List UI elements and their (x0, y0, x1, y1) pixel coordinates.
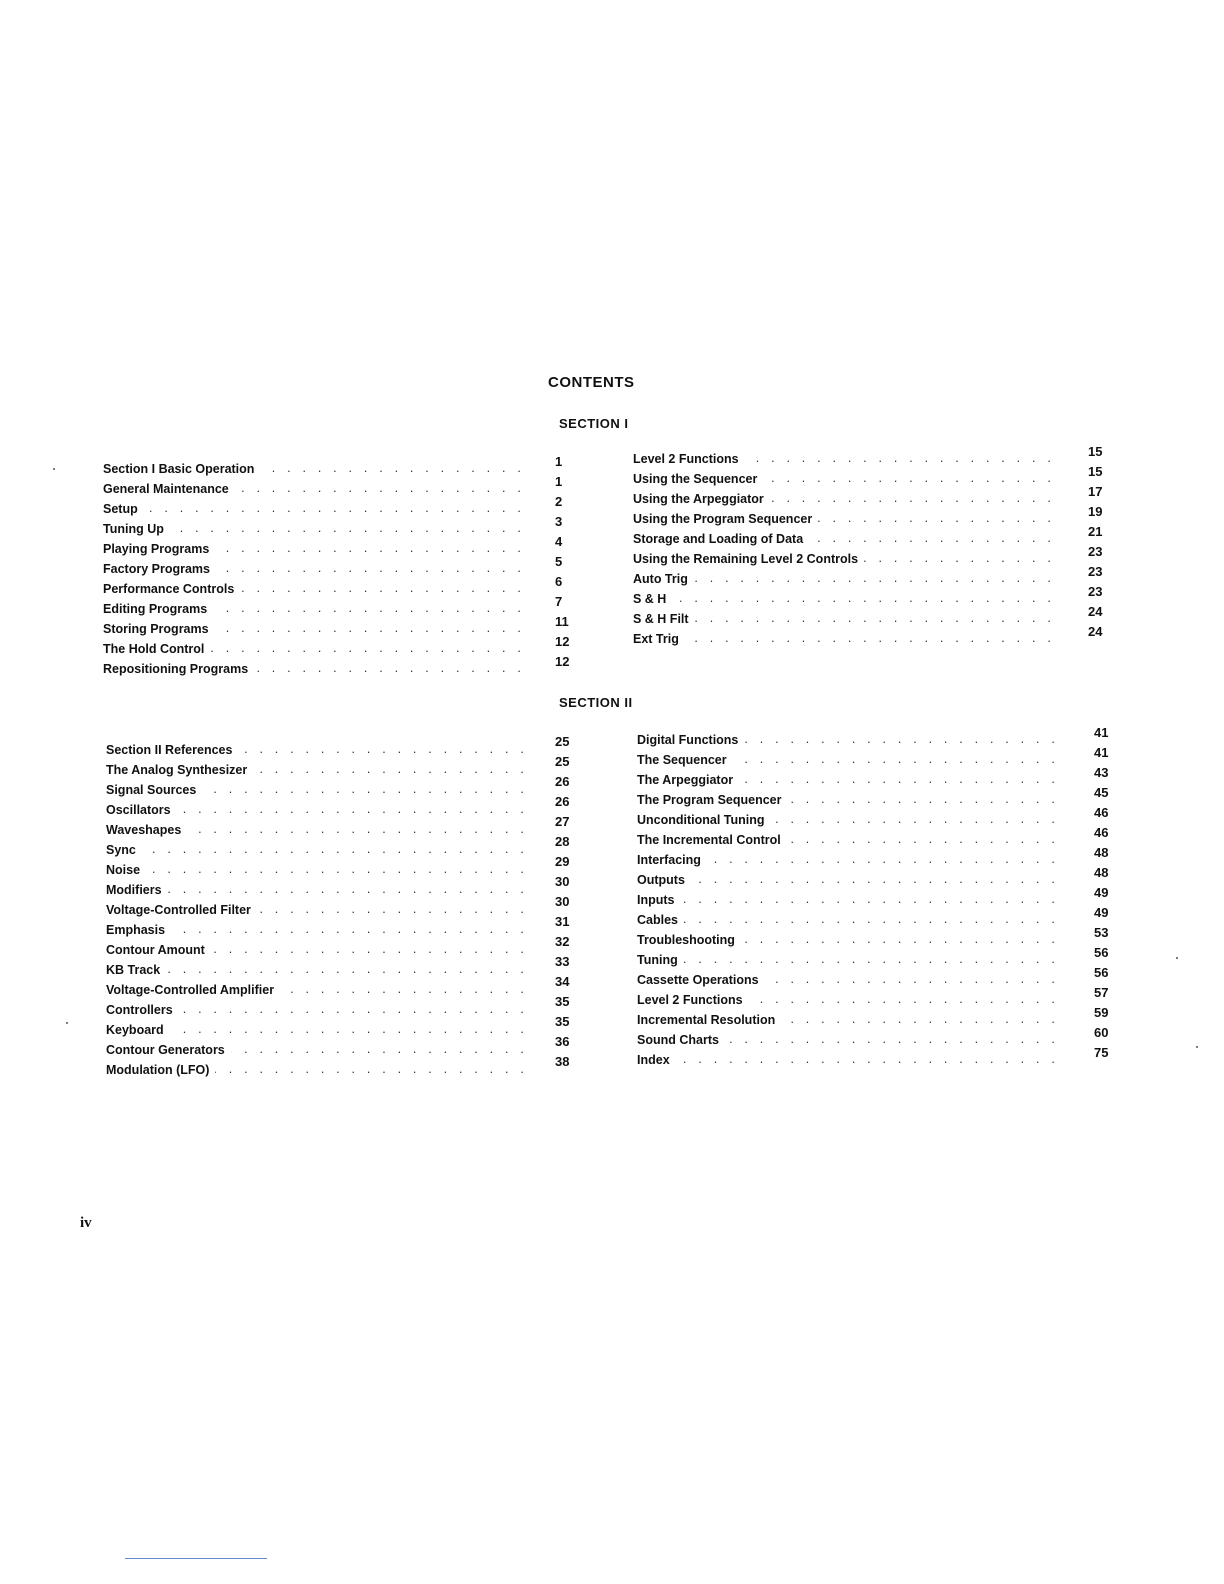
toc-entry[interactable] (103, 660, 525, 680)
dot-leader (633, 571, 1057, 585)
toc-entry-label: Editing Programs (103, 602, 213, 616)
toc-page-number: 33 (555, 954, 570, 969)
toc-page-number: 24 (1088, 604, 1103, 619)
toc-page-number: 12 (555, 634, 570, 649)
toc-entry-label: Section II References (106, 743, 238, 757)
toc-entry-label: Controllers (106, 1003, 179, 1017)
toc-entry[interactable] (637, 971, 1061, 991)
toc-page-number: 41 (1094, 745, 1109, 760)
toc-page-number: 21 (1088, 524, 1103, 539)
toc-entry-label: Tuning Up (103, 522, 170, 536)
toc-page-number: 2 (555, 494, 563, 509)
toc-page-number: 46 (1094, 825, 1109, 840)
toc-page-number: 29 (555, 854, 570, 869)
toc-page-number: 48 (1094, 845, 1109, 860)
toc-entry-label: Section I Basic Operation (103, 462, 260, 476)
dot-leader (633, 611, 1057, 625)
toc-entry[interactable] (106, 961, 528, 981)
toc-page-number: 49 (1094, 885, 1109, 900)
toc-entry-label: Performance Controls (103, 582, 240, 596)
toc-page-number: 15 (1088, 444, 1103, 459)
toc-entry[interactable] (106, 901, 528, 921)
toc-entry[interactable] (633, 610, 1057, 630)
toc-entry[interactable] (633, 550, 1057, 570)
toc-entry[interactable] (106, 821, 528, 841)
toc-entry-label: The Hold Control (103, 642, 210, 656)
dot-leader (633, 631, 1057, 645)
dot-leader (106, 842, 528, 856)
scan-speck (1176, 957, 1178, 959)
toc-entry[interactable] (637, 811, 1061, 831)
toc-entry[interactable] (103, 500, 525, 520)
toc-entry[interactable] (637, 1011, 1061, 1031)
toc-page-number: 28 (555, 834, 570, 849)
toc-page-number: 30 (555, 894, 570, 909)
toc-entry[interactable] (637, 1031, 1061, 1051)
toc-entry[interactable] (633, 510, 1057, 530)
toc-entry[interactable] (106, 801, 528, 821)
toc-entry-label: Modifiers (106, 883, 168, 897)
dot-leader (103, 501, 525, 515)
toc-entry-label: KB Track (106, 963, 166, 977)
toc-entry-label: Factory Programs (103, 562, 216, 576)
dot-leader (637, 952, 1061, 966)
toc-entry-label: Digital Functions (637, 733, 744, 747)
dot-leader (637, 912, 1061, 926)
toc-page-number: 25 (555, 754, 570, 769)
toc-page-number: 30 (555, 874, 570, 889)
dot-leader (637, 872, 1061, 886)
section-1-right-entries (633, 450, 1057, 650)
toc-page-number: 36 (555, 1034, 570, 1049)
toc-page-number: 27 (555, 814, 570, 829)
toc-page-number: 53 (1094, 925, 1109, 940)
toc-page-number: 6 (555, 574, 563, 589)
toc-entry-label: Noise (106, 863, 146, 877)
dot-leader (106, 962, 528, 976)
toc-page-number: 11 (555, 614, 569, 629)
toc-entry[interactable] (637, 891, 1061, 911)
scan-speck (66, 1022, 68, 1024)
toc-entry-label: Storing Programs (103, 622, 215, 636)
section-2-left-page-numbers (555, 732, 585, 1072)
toc-entry[interactable] (106, 861, 528, 881)
toc-page-number: 57 (1094, 985, 1109, 1000)
toc-entry[interactable] (637, 911, 1061, 931)
toc-page-number: 49 (1094, 905, 1109, 920)
section-2-left-entries (106, 741, 528, 1081)
toc-page-number: 60 (1094, 1025, 1109, 1040)
toc-entry[interactable] (633, 450, 1057, 470)
toc-entry-label: Outputs (637, 873, 691, 887)
toc-page-number: 56 (1094, 965, 1109, 980)
section-2-right-entries (637, 731, 1061, 1071)
toc-page-number: 35 (555, 1014, 570, 1029)
toc-entry[interactable] (637, 951, 1061, 971)
toc-entry-label: Incremental Resolution (637, 1013, 781, 1027)
toc-entry[interactable] (103, 540, 525, 560)
toc-entry[interactable] (637, 731, 1061, 751)
toc-entry[interactable] (637, 1051, 1061, 1071)
page-title: CONTENTS (548, 374, 635, 391)
toc-entry[interactable] (633, 470, 1057, 490)
toc-entry-label: Cables (637, 913, 684, 927)
toc-page-number: 31 (555, 914, 570, 929)
toc-page-number: 4 (555, 534, 563, 549)
toc-page-number: 35 (555, 994, 570, 1009)
toc-entry-label: Troubleshooting (637, 933, 741, 947)
toc-entry-label: Inputs (637, 893, 681, 907)
toc-page-number: 26 (555, 794, 570, 809)
toc-entry-label: Voltage-Controlled Filter (106, 903, 257, 917)
toc-entry-label: S & H (633, 592, 672, 606)
toc-entry-label: Emphasis (106, 923, 171, 937)
toc-entry-label: Contour Amount (106, 943, 211, 957)
toc-page-number: 19 (1088, 504, 1103, 519)
toc-entry-label: Sync (106, 843, 142, 857)
toc-page-number: 75 (1094, 1045, 1109, 1060)
toc-page-number: 17 (1088, 484, 1103, 499)
toc-page-number: 15 (1088, 464, 1103, 479)
toc-page-number: 3 (555, 514, 563, 529)
toc-entry[interactable] (637, 991, 1061, 1011)
toc-entry-label: The Sequencer (637, 753, 733, 767)
toc-page-number: 46 (1094, 805, 1109, 820)
section-2-right-page-numbers (1094, 723, 1124, 1063)
toc-entry[interactable] (103, 600, 525, 620)
toc-entry-label: Sound Charts (637, 1033, 725, 1047)
toc-entry-label: Storage and Loading of Data (633, 532, 809, 546)
dot-leader (637, 1052, 1061, 1066)
toc-entry-label: Playing Programs (103, 542, 215, 556)
toc-page-number: 56 (1094, 945, 1109, 960)
toc-entry[interactable] (106, 981, 528, 1001)
toc-page-number: 41 (1094, 725, 1109, 740)
toc-page-number: 1 (555, 474, 563, 489)
toc-entry[interactable] (637, 791, 1061, 811)
toc-page-number: 38 (555, 1054, 570, 1069)
toc-entry[interactable] (106, 881, 528, 901)
toc-entry[interactable] (106, 741, 528, 761)
dot-leader (637, 892, 1061, 906)
toc-page-number: 12 (555, 654, 570, 669)
toc-entry-label: Modulation (LFO) (106, 1063, 215, 1077)
page-folio: iv (80, 1215, 92, 1231)
toc-entry-label: Using the Program Sequencer (633, 512, 818, 526)
toc-entry-label: Repositioning Programs (103, 662, 254, 676)
toc-entry-label: Keyboard (106, 1023, 170, 1037)
toc-entry[interactable] (106, 1001, 528, 1021)
toc-entry-label: Using the Sequencer (633, 472, 763, 486)
toc-entry[interactable] (103, 640, 525, 660)
toc-entry[interactable] (106, 1021, 528, 1041)
toc-page-number: 43 (1094, 765, 1109, 780)
toc-entry[interactable] (637, 831, 1061, 851)
toc-entry[interactable] (633, 590, 1057, 610)
toc-entry-label: Contour Generators (106, 1043, 231, 1057)
toc-page-number: 5 (555, 554, 563, 569)
section-1-left-page-numbers (555, 452, 585, 672)
toc-entry[interactable] (106, 841, 528, 861)
toc-entry[interactable] (103, 580, 525, 600)
toc-entry[interactable] (103, 560, 525, 580)
toc-entry-label: Unconditional Tuning (637, 813, 771, 827)
toc-page-number: 23 (1088, 584, 1103, 599)
toc-entry-label: Oscillators (106, 803, 177, 817)
toc-page-number: 48 (1094, 865, 1109, 880)
toc-entry[interactable] (103, 480, 525, 500)
toc-entry[interactable] (106, 941, 528, 961)
scan-speck (1196, 1046, 1198, 1048)
section-1-left-entries (103, 460, 525, 680)
toc-entry[interactable] (637, 771, 1061, 791)
toc-entry-label: Ext Trig (633, 632, 685, 646)
toc-entry-label: The Analog Synthesizer (106, 763, 253, 777)
footer-rule (125, 1558, 267, 1559)
toc-entry-label: Signal Sources (106, 783, 202, 797)
toc-entry-label: Interfacing (637, 853, 707, 867)
dot-leader (633, 591, 1057, 605)
toc-page-number: 26 (555, 774, 570, 789)
toc-page-number: 59 (1094, 1005, 1109, 1020)
toc-entry[interactable] (633, 490, 1057, 510)
toc-entry[interactable] (106, 1041, 528, 1061)
toc-page-number: 7 (555, 594, 563, 609)
toc-entry[interactable] (637, 931, 1061, 951)
toc-entry[interactable] (103, 460, 525, 480)
toc-entry-label: Auto Trig (633, 572, 694, 586)
dot-leader (106, 882, 528, 896)
toc-entry[interactable] (637, 871, 1061, 891)
toc-entry-label: S & H Filt (633, 612, 695, 626)
toc-entry[interactable] (103, 620, 525, 640)
toc-entry-label: Cassette Operations (637, 973, 765, 987)
toc-entry-label: General Maintenance (103, 482, 235, 496)
section-1-right-page-numbers (1088, 442, 1118, 642)
scan-speck (53, 468, 55, 470)
toc-entry-label: Setup (103, 502, 144, 516)
toc-page-number: 34 (555, 974, 570, 989)
toc-entry-label: Waveshapes (106, 823, 187, 837)
toc-entry-label: The Incremental Control (637, 833, 787, 847)
toc-entry-label: Level 2 Functions (633, 452, 745, 466)
toc-entry[interactable] (637, 851, 1061, 871)
toc-entry-label: Level 2 Functions (637, 993, 749, 1007)
toc-entry[interactable] (106, 1061, 528, 1081)
toc-entry[interactable] (103, 520, 525, 540)
toc-entry[interactable] (633, 570, 1057, 590)
dot-leader (106, 862, 528, 876)
toc-entry-label: Tuning (637, 953, 684, 967)
section-2-heading: SECTION II (559, 695, 633, 710)
toc-page-number: 25 (555, 734, 570, 749)
toc-entry-label: The Arpeggiator (637, 773, 739, 787)
toc-entry[interactable] (633, 630, 1057, 650)
toc-entry-label: Voltage-Controlled Amplifier (106, 983, 280, 997)
toc-entry[interactable] (106, 921, 528, 941)
toc-page-number: 23 (1088, 564, 1103, 579)
section-1-heading: SECTION I (559, 416, 629, 431)
toc-entry-label: Index (637, 1053, 676, 1067)
toc-entry[interactable] (106, 781, 528, 801)
toc-entry[interactable] (633, 530, 1057, 550)
toc-entry[interactable] (106, 761, 528, 781)
toc-page-number: 45 (1094, 785, 1109, 800)
toc-page-number: 1 (555, 454, 563, 469)
toc-page-number: 24 (1088, 624, 1103, 639)
toc-page-number: 23 (1088, 544, 1103, 559)
toc-entry-label: The Program Sequencer (637, 793, 788, 807)
toc-entry[interactable] (637, 751, 1061, 771)
toc-page-number: 32 (555, 934, 570, 949)
toc-entry-label: Using the Remaining Level 2 Controls (633, 552, 864, 566)
toc-entry-label: Using the Arpeggiator (633, 492, 770, 506)
